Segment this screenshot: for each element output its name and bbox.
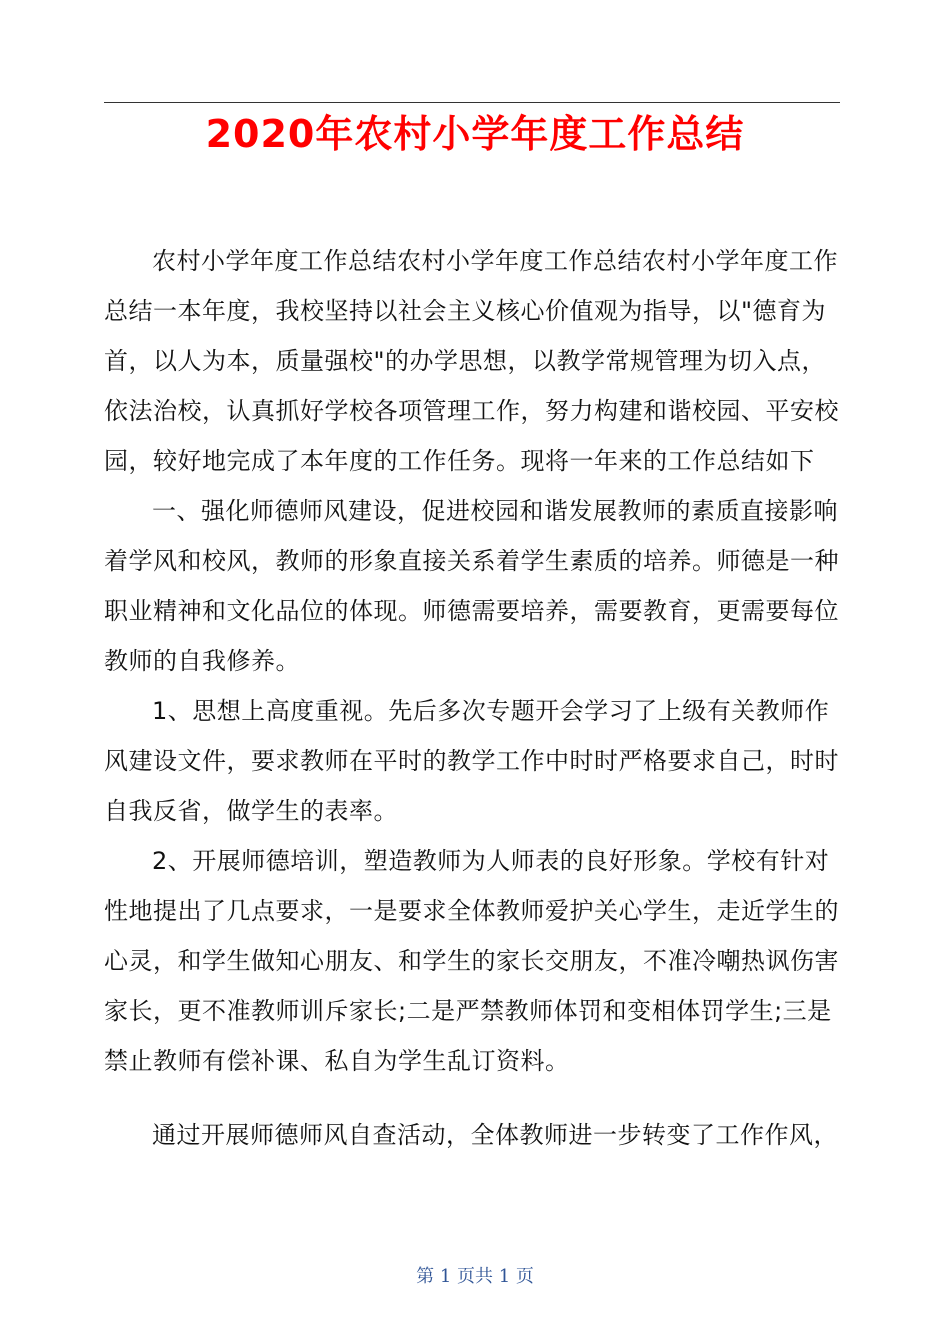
paragraph-item-2: 2、开展师德培训，塑造教师为人师表的良好形象。学校有针对性地提出了几点要求，一是要求全体教师爱护关心学生，走近学生的心灵，和学生做知心朋友、和学生的家长交朋友，不准冷嘲热讽伤害家长，更不准教师训斥家长;二是严禁教师体罚和变相体罚学生;三是禁止教师有偿补课、私自为学生乱订资料。 [104,847,839,1075]
document-title: 2020年农村小学年度工作总结 [205,112,745,156]
paragraph-section-1: 一、强化师德师风建设，促进校园和谐发展教师的素质直接影响着学风和校风，教师的形象直接关系着学生素质的培养。师德是一种职业精神和文化品位的体现。师德需要培养，需要教育，更需要每位教师的自我修养。 [104,497,839,675]
paragraph-continuation: 通过开展师德师风自查活动，全体教师进一步转变了工作作风， [152,1121,838,1149]
page-number-footer: 第 1 页共 1 页 [416,1266,534,1287]
document-body [104,236,844,1160]
paragraph-intro: 农村小学年度工作总结农村小学年度工作总结农村小学年度工作总结一本年度，我校坚持以社会主义核心价值观为指导，以"德育为首，以人为本，质量强校"的办学思想，以教学常规管理为切入点，依法治校，认真抓好学校各项管理工作，努力构建和谐校园、平安校园，较好地完成了本年度的工作任务。现将一年来的工作总结如下 [104,247,839,475]
header-rule [104,102,840,103]
paragraph-item-1: 1、思想上高度重视。先后多次专题开会学习了上级有关教师作风建设文件，要求教师在平时的教学工作中时时严格要求自己，时时自我反省，做学生的表率。 [104,697,839,825]
